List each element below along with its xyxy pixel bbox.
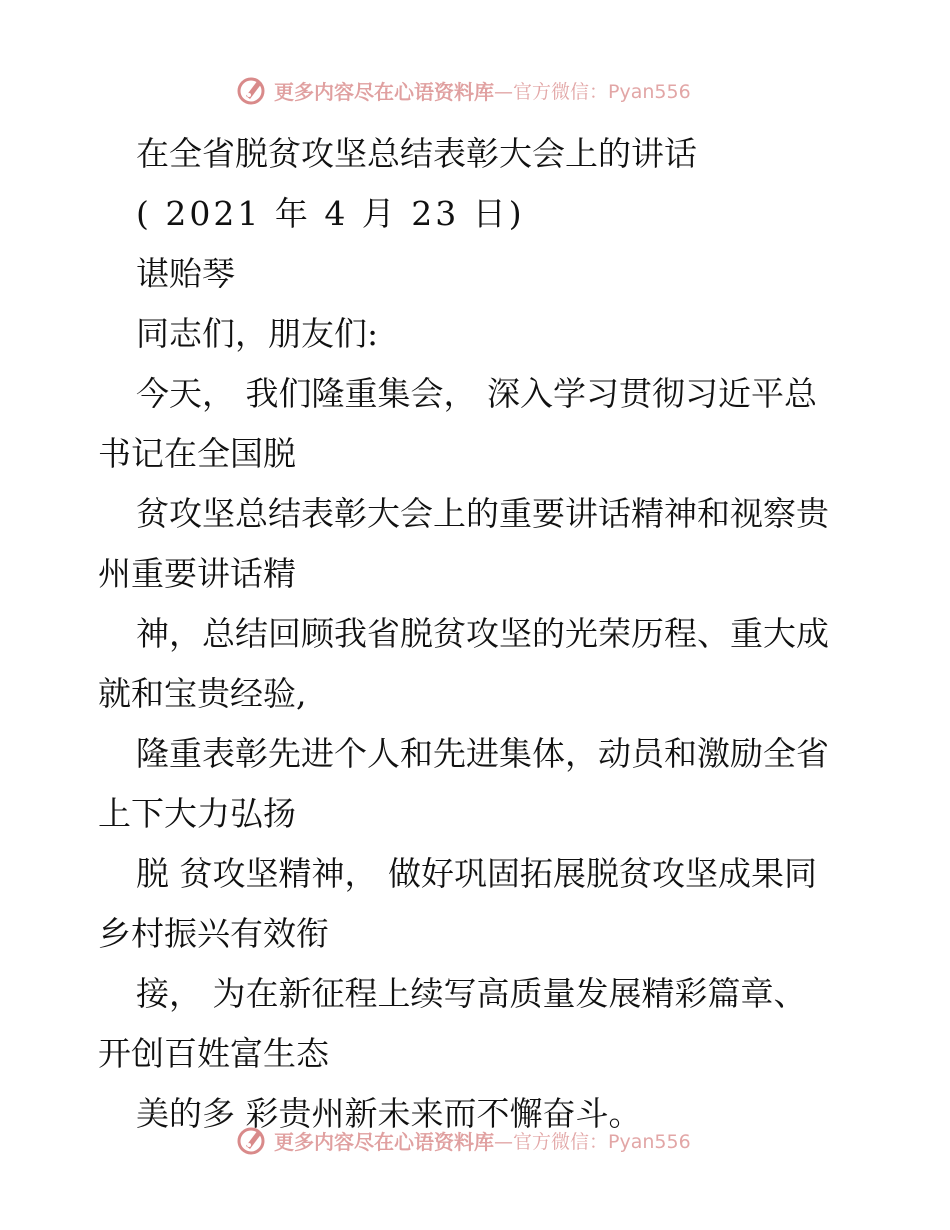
document-paragraph: [98, 364, 858, 1144]
document-date: ( 2021 年 4 月 23 日): [136, 194, 525, 233]
document-title: 在全省脱贫攻坚总结表彰大会上的讲话: [136, 134, 697, 173]
paragraph-line: 脱 贫攻坚精神， 做好巩固拓展脱贫攻坚成果同: [136, 854, 817, 893]
watermark-header: [236, 72, 691, 108]
paragraph-line: 就和宝贵经验,: [98, 674, 307, 713]
paragraph-line: 神，总结回顾我省脱贫攻坚的光荣历程、重大成: [136, 614, 829, 653]
watermark-main-text: 更多内容尽在心语资料库: [274, 1129, 494, 1154]
watermark-sub-text: —官方微信：Pyan556: [494, 1130, 691, 1153]
watermark-sub-text: —官方微信：Pyan556: [494, 80, 691, 103]
paragraph-line: 美的多 彩贵州新未来而不懈奋斗。: [136, 1094, 642, 1133]
paragraph-line: 乡村振兴有效衔: [98, 914, 329, 953]
document-author: 谌贻琴: [136, 254, 235, 293]
pen-logo-icon: [236, 1124, 268, 1156]
pen-logo-icon: [236, 74, 268, 106]
paragraph-line: 贫攻坚总结表彰大会上的重要讲话精神和视察贵: [136, 494, 829, 533]
paragraph-line: 书记在全国脱: [98, 434, 296, 473]
document-body: [98, 124, 858, 1144]
watermark-footer: [236, 1122, 691, 1158]
paragraph-line: 隆重表彰先进个人和先进集体，动员和激励全省: [136, 734, 829, 773]
paragraph-line: 接， 为在新征程上续写高质量发展精彩篇章、: [136, 974, 807, 1013]
paragraph-line: 上下大力弘扬: [98, 794, 296, 833]
document-salutation: 同志们，朋友们:: [136, 314, 379, 353]
watermark-main-text: 更多内容尽在心语资料库: [274, 79, 494, 104]
paragraph-line: 州重要讲话精: [98, 554, 296, 593]
paragraph-line: 开创百姓富生态: [98, 1034, 329, 1073]
paragraph-line: 今天， 我们隆重集会， 深入学习贯彻习近平总: [136, 374, 817, 413]
